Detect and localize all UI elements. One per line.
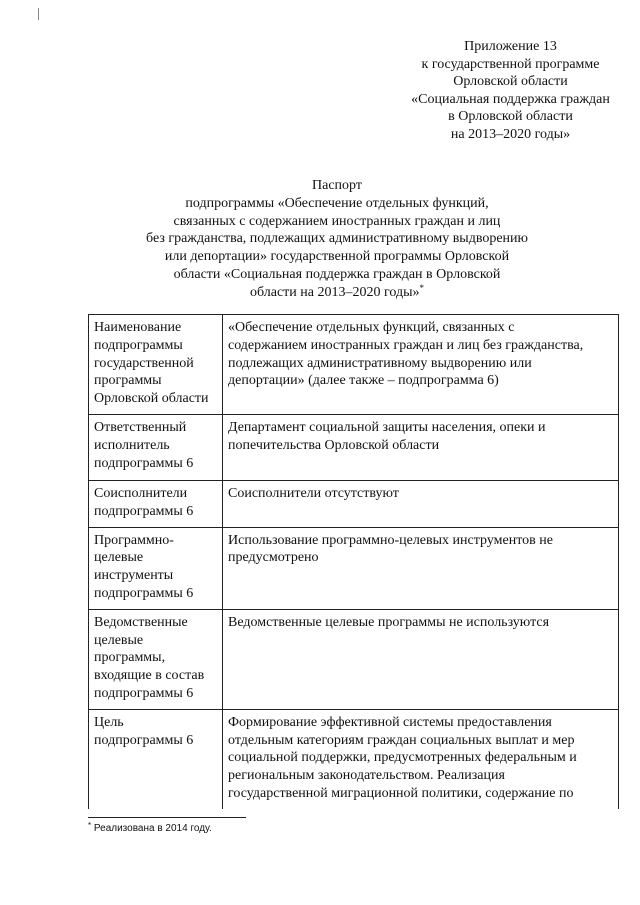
row-label-line: подпрограммы xyxy=(94,337,183,353)
margin-mark xyxy=(38,8,39,20)
table-row xyxy=(89,609,619,709)
row-label-cell xyxy=(89,315,223,415)
appendix-line: «Социальная поддержка граждан xyxy=(411,91,610,107)
row-value-cell xyxy=(223,414,619,480)
footnote-divider xyxy=(88,817,246,818)
row-value-cell xyxy=(223,527,619,609)
passport-subtitle-line: без гражданства, подлежащих административному выдворению xyxy=(146,231,528,247)
row-label-line: Ведомственные xyxy=(94,614,188,630)
row-label-line: подпрограммы 6 xyxy=(94,732,194,748)
row-value-line: отдельным категориям граждан социальных выплат и мер xyxy=(228,732,575,748)
row-value-cell xyxy=(223,609,619,709)
row-label-line: программы, xyxy=(94,650,166,666)
appendix-line: Орловской области xyxy=(453,74,568,89)
row-value-line: региональным законодательством. Реализация xyxy=(228,768,505,784)
footnote-marker: * xyxy=(88,821,92,830)
row-value-line: предусмотрено xyxy=(228,550,319,566)
row-label-line: Цель xyxy=(94,714,124,730)
row-value-cell xyxy=(223,709,619,808)
row-label-line: исполнитель xyxy=(94,437,170,453)
row-value-line: содержанием иностранных граждан и лиц без гражданства, xyxy=(228,337,584,353)
appendix-header xyxy=(398,38,623,143)
row-label-line: Орловской области xyxy=(94,391,209,407)
row-value-line: подлежащих административному выдворению или xyxy=(228,355,532,371)
table-row xyxy=(89,709,619,808)
row-value-line: Формирование эффективной системы предоставления xyxy=(228,714,552,730)
passport-table xyxy=(88,314,619,809)
row-label-line: программы xyxy=(94,373,162,389)
row-value-line: Соисполнители отсутствуют xyxy=(228,485,399,501)
row-label-line: инструменты xyxy=(94,568,174,584)
row-label-cell xyxy=(89,414,223,480)
footnote-marker: * xyxy=(419,282,425,293)
row-label-line: подпрограммы 6 xyxy=(94,455,194,471)
row-label-line: государственной xyxy=(94,355,194,371)
row-label-line: Программно- xyxy=(94,532,174,548)
passport-heading xyxy=(92,177,582,302)
passport-title: Паспорт xyxy=(312,178,362,193)
row-label-line: целевые xyxy=(94,632,144,648)
table-row xyxy=(89,480,619,527)
row-value-line: государственной миграционной политики, содержание по xyxy=(228,785,574,801)
row-label-line: Наименование xyxy=(94,320,182,335)
row-value-cell xyxy=(223,480,619,527)
row-label-cell xyxy=(89,709,223,808)
row-label-line: Соисполнители xyxy=(94,485,188,501)
passport-subtitle-line: подпрограммы «Обеспечение отдельных функций, xyxy=(185,195,489,211)
row-value-line: депортации» (далее также – подпрограмма 6) xyxy=(228,373,499,389)
passport-subtitle-line: области «Социальная поддержка граждан в Орловской xyxy=(173,266,501,282)
row-value-line: Использование программно-целевых инструментов не xyxy=(228,532,553,548)
row-value-line: попечительства Орловской области xyxy=(228,437,440,453)
row-label-line: подпрограммы 6 xyxy=(94,503,194,519)
passport-subtitle-text: области на 2013–2020 годы» xyxy=(249,284,420,300)
row-label-line: подпрограммы 6 xyxy=(94,685,194,701)
passport-subtitle-line: или депортации» государственной программы Орловской xyxy=(164,249,510,265)
row-value-line: социальной поддержки, предусмотренных федеральным и xyxy=(228,750,577,766)
row-label-cell xyxy=(89,480,223,527)
table-row xyxy=(89,315,619,415)
row-label-cell xyxy=(89,527,223,609)
row-label-line: входящие в состав xyxy=(94,668,205,684)
table-row xyxy=(89,527,619,609)
row-value-line: «Обеспечение отдельных функций, связанных с xyxy=(228,320,515,335)
row-value-line: Ведомственные целевые программы не используются xyxy=(228,614,550,630)
passport-subtitle-line-last xyxy=(92,284,582,302)
table-row xyxy=(89,414,619,480)
row-value-cell xyxy=(223,315,619,415)
passport-subtitle-line: связанных с содержанием иностранных граждан и лиц xyxy=(173,213,501,229)
row-value-line: Департамент социальной защиты населения, опеки и xyxy=(228,419,546,435)
appendix-line: на 2013–2020 годы» xyxy=(450,126,571,142)
appendix-line: Приложение 13 xyxy=(464,39,557,54)
appendix-line: в Орловской области xyxy=(448,109,573,124)
row-label-line: подпрограммы 6 xyxy=(94,585,194,601)
row-label-line: целевые xyxy=(94,550,144,566)
footnote-text: Реализована в 2014 году. xyxy=(93,823,212,834)
appendix-line: к государственной программе xyxy=(421,56,600,72)
footnote xyxy=(88,823,212,835)
row-label-cell xyxy=(89,609,223,709)
row-label-line: Ответственный xyxy=(94,419,187,435)
